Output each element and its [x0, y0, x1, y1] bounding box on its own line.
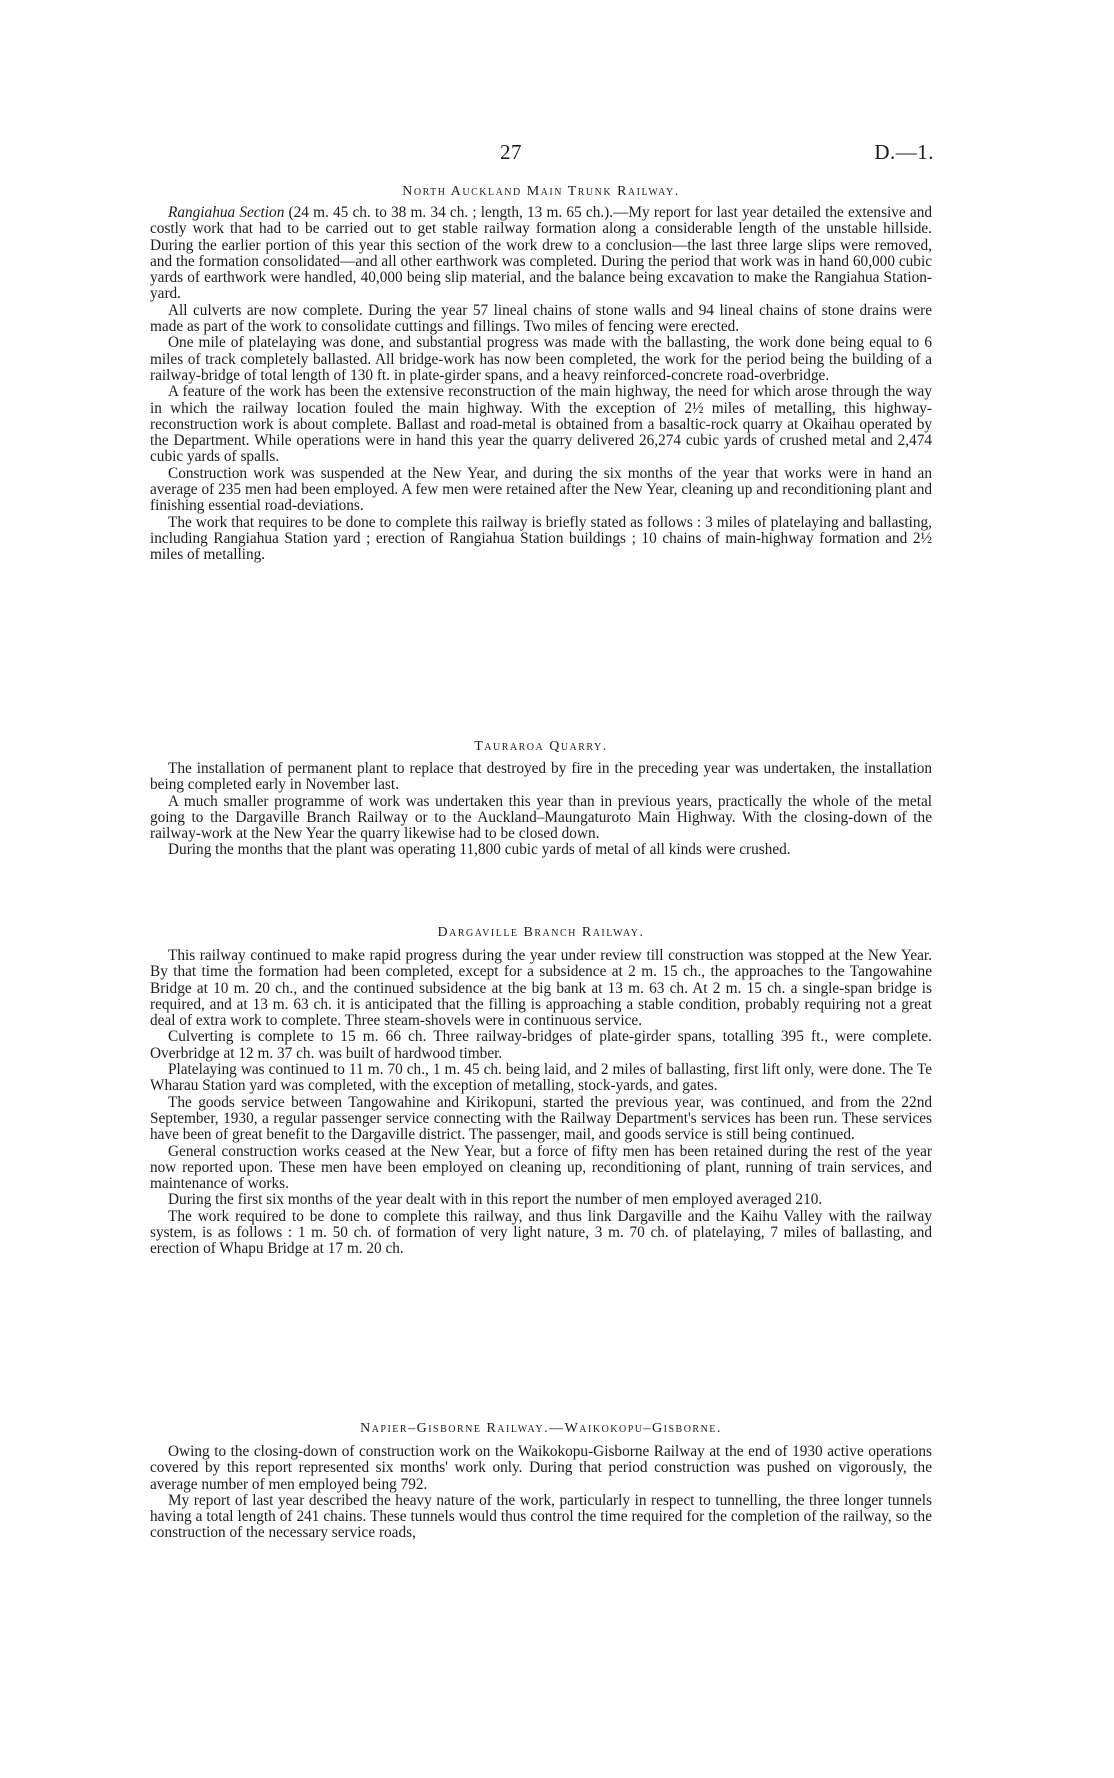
page-number: 27 [500, 140, 522, 164]
section-heading-dargaville-branch: Dargaville Branch Railway. [437, 925, 645, 940]
paragraph: One mile of platelaying was done, and substantial progress was made with the ballasting, the work done being equal to 6 miles of track completely ballasted. All bridge-work has now been completed, the work for the period being the building of a railway-bridge of total length of 130 ft. in plate-girder spans, and a heavy reinforced-concrete road-overbridge. [150, 334, 932, 384]
section-heading-napier-gisborne: Napier–Gisborne Railway.—Waikokopu–Gisborne. [360, 1421, 722, 1436]
paragraph: A much smaller programme of work was undertaken this year than in previous years, practically the whole of the metal going to the Dargaville Branch Railway or to the Auckland–Maungaturoto Main Highway. With the closing-down of the railway-work at the New Year the quarry likewise had to be closed down. [150, 792, 932, 843]
paragraph: All culverts are now complete. During the year 57 lineal chains of stone walls and 94 lineal chains of stone drains were made as part of the work to consolidate cuttings and fillings. Two miles of fencing were erected. [150, 301, 932, 336]
paragraph: Owing to the closing-down of construction work on the Waikokopu-Gisborne Railway at the end of 1930 active operations covered by this report represented six months' work only. During that period construction was pushed on vigorously, the average number of men employed being 792. [150, 1443, 932, 1493]
paragraph: This railway continued to make rapid progress during the year under review till construction was stopped at the New Year. By that time the formation had been completed, except for a subsidence at 2 m. 15 ch., the approaches to the Tangowahine Bridge at 10 m. 20 ch., and the continued subsidence at the big bank at 13 m. 63 ch. At 2 m. 15 ch. a single-span bridge is required, and at 13 m. 63 ch. it is anticipated that the filling is approaching a stable condition, probably requiring not a great deal of extra work to complete. Three steam-shovels were in continuous service. [150, 947, 932, 1030]
paragraph-text: (24 m. 45 ch. to 38 m. 34 ch. ; length, 13 m. 65 ch.).—My report for last year detailed the extensive and costly work that had to be carried out to get stable railway formation along a considerable length of the unstable hillside. During the earlier portion of this year this section of the work drew to a conclusion—the last three large slips were removed, and the formation consolidated—and all other earthwork was completed. During the period that work was in hand 60,000 cubic yards of earthwork were handled, 40,000 being slip material, and the balance being excavation to make the Rangiahua Station-yard. [150, 204, 932, 303]
section-tauraroa-quarry [150, 761, 932, 859]
section-north-auckland [150, 205, 932, 564]
paragraph: Culverting is complete to 15 m. 66 ch. Three railway-bridges of plate-girder spans, totalling 395 ft., were complete. Overbridge at 12 m. 37 ch. was built of hardwood timber. [150, 1028, 932, 1062]
paragraph [150, 205, 932, 303]
section-heading-north-auckland: North Auckland Main Trunk Railway. [402, 184, 680, 199]
paragraph: The work that requires to be done to complete this railway is briefly stated as follows : 3 miles of platelaying and ballasting, including Rangiahua Station yard ; erection of Rangiahua Station buildings ; 10 chains of main-highway formation and 2½ miles of metalling. [150, 513, 932, 564]
paragraph: General construction works ceased at the New Year, but a force of fifty men has been retained during the rest of the year now reported upon. These men have been employed on cleaning up, reconditioning of plant, running of train services, and maintenance of works. [150, 1142, 932, 1193]
section-heading-tauraroa-quarry: Tauraroa Quarry. [474, 739, 608, 754]
lead-italic: Rangiahua Section [168, 204, 285, 221]
paragraph: The goods service between Tangowahine and Kirikopuni, started the previous year, was continued, and from the 22nd September, 1930, a regular passenger service connecting with the Railway Department's services has been run. These services have been of great benefit to the Dargaville district. The passenger, mail, and goods service is still being continued. [150, 1093, 932, 1144]
paragraph: The installation of permanent plant to replace that destroyed by fire in the preceding year was undertaken, the installation being completed early in November last. [150, 760, 932, 794]
paragraph: During the first six months of the year dealt with in this report the number of men employed averaged 210. [168, 1191, 823, 1209]
paragraph: The work required to be done to complete this railway, and thus link Dargaville and the Kaihu Valley with the railway system, is as follows : 1 m. 50 ch. of formation of very light nature, 3 m. 70 ch. of platelaying, 7 miles of ballasting, and erection of Whapu Bridge at 17 m. 20 ch. [150, 1207, 932, 1258]
paragraph: My report of last year described the heavy nature of the work, particularly in respect to tunnelling, the three longer tunnels having a total length of 241 chains. These tunnels would thus control the time required for the completion of the railway, so the construction of the necessary service roads, [150, 1491, 932, 1542]
paragraph: During the months that the plant was operating 11,800 cubic yards of metal of all kinds were crushed. [168, 841, 791, 859]
document-reference: D.—1. [874, 140, 934, 164]
section-dargaville-branch [150, 948, 932, 1258]
section-napier-gisborne [150, 1444, 932, 1542]
paragraph: Platelaying was continued to 11 m. 70 ch., 1 m. 45 ch. being laid, and 2 miles of ballasting, first lift only, were done. The Te Wharau Station yard was completed, with the exception of metalling, stock-yards, and gates. [150, 1061, 932, 1095]
paragraph: Construction work was suspended at the New Year, and during the six months of the year that works were in hand an average of 235 men had been employed. A few men were retained after the New Year, cleaning up and reconditioning plant and finishing essential road-deviations. [150, 464, 932, 515]
paragraph: A feature of the work has been the extensive reconstruction of the main highway, the need for which arose through the way in which the railway location fouled the main highway. With the exception of 2½ miles of metalling, this highway-reconstruction work is about complete. Ballast and road-metal is obtained from a basaltic-rock quarry at Okaihau operated by the Department. While operations were in hand this year the quarry delivered 26,274 cubic yards of crushed metal and 2,474 cubic yards of spalls. [150, 383, 932, 466]
